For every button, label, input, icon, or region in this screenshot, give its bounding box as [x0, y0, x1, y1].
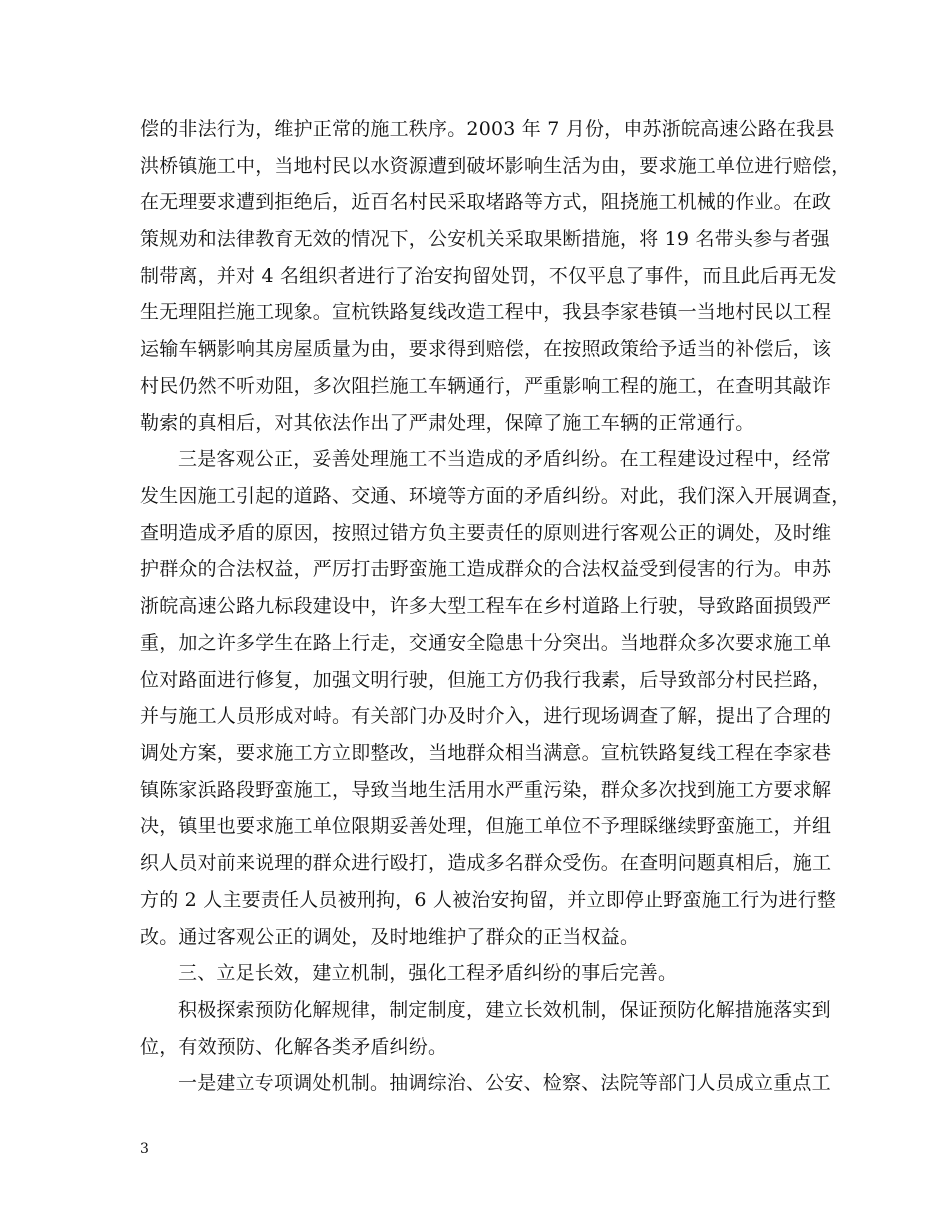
- text-line: 查明造成矛盾的原因，按照过错方负主要责任的原则进行客观公正的调处，及时维: [140, 522, 832, 544]
- text-line: 在无理要求遭到拒绝后，近百名村民采取堵路等方式，阻挠施工机械的作业。在政: [140, 191, 832, 213]
- text-line: 勒索的真相后，对其依法作出了严肃处理，保障了施工车辆的正常通行。: [140, 412, 755, 434]
- section-heading: 三、立足长效，建立机制，强化工程矛盾纠纷的事后完善。: [178, 962, 678, 984]
- text-line: 决，镇里也要求施工单位限期妥善处理，但施工单位不予理睬继续野蛮施工，并组: [140, 815, 832, 837]
- text-line: 改。通过客观公正的调处，及时地维护了群众的正当权益。: [140, 926, 640, 948]
- text-line: 并与施工人员形成对峙。有关部门办及时介入，进行现场调查了解，提出了合理的: [140, 705, 832, 727]
- paragraph-first-line: 三是客观公正，妥善处理施工不当造成的矛盾纠纷。在工程建设过程中，经常: [178, 448, 831, 470]
- text-line: 调处方案，要求施工方立即整改，当地群众相当满意。宣杭铁路复线工程在李家巷: [140, 742, 832, 764]
- text-line: 位，有效预防、化解各类矛盾纠纷。: [140, 1036, 448, 1058]
- text-line: 浙皖高速公路九标段建设中，许多大型工程车在乡村道路上行驶，导致路面损毁严: [140, 595, 832, 617]
- text-line: 镇陈家浜路段野蛮施工，导致当地生活用水严重污染，群众多次找到施工方要求解: [140, 779, 832, 801]
- text-line: 偿的非法行为，维护正常的施工秩序。2003 年 7 月份，申苏浙皖高速公路在我县: [140, 118, 835, 140]
- text-line: 位对路面进行修复，加强文明行驶，但施工方仍我行我素，后导致部分村民拦路，: [140, 669, 832, 691]
- text-line: 生无理阻拦施工现象。宣杭铁路复线改造工程中，我县李家巷镇一当地村民以工程: [140, 301, 832, 323]
- text-line: 发生因施工引起的道路、交通、环境等方面的矛盾纠纷。对此，我们深入开展调查，: [140, 485, 851, 507]
- text-line: 运输车辆影响其房屋质量为由，要求得到赔偿，在按照政策给予适当的补偿后，该: [140, 338, 832, 360]
- text-line: 织人员对前来说理的群众进行殴打，造成多名群众受伤。在查明问题真相后，施工: [140, 852, 832, 874]
- paragraph-first-line: 一是建立专项调处机制。抽调综治、公安、检察、法院等部门人员成立重点工: [178, 1072, 831, 1094]
- text-line: 村民仍然不听劝阻，多次阻拦施工车辆通行，严重影响工程的施工，在查明其敲诈: [140, 375, 832, 397]
- page-number: 3: [140, 1141, 149, 1157]
- text-line: 重，加之许多学生在路上行走，交通安全隐患十分突出。当地群众多次要求施工单: [140, 632, 832, 654]
- text-line: 方的 2 人主要责任人员被刑拘，6 人被治安拘留，并立即停止野蛮施工行为进行整: [140, 889, 837, 911]
- paragraph-first-line: 积极探索预防化解规律，制定制度，建立长效机制，保证预防化解措施落实到: [178, 999, 831, 1021]
- text-line: 洪桥镇施工中，当地村民以水资源遭到破坏影响生活为由，要求施工单位进行赔偿，: [140, 155, 851, 177]
- text-line: 策规劝和法律教育无效的情况下，公安机关采取果断措施，将 19 名带头参与者强: [140, 228, 830, 250]
- text-line: 制带离，并对 4 名组织者进行了治安拘留处罚，不仅平息了事件，而且此后再无发: [140, 265, 837, 287]
- text-line: 护群众的合法权益，严厉打击野蛮施工造成群众的合法权益受到侵害的行为。申苏: [140, 558, 832, 580]
